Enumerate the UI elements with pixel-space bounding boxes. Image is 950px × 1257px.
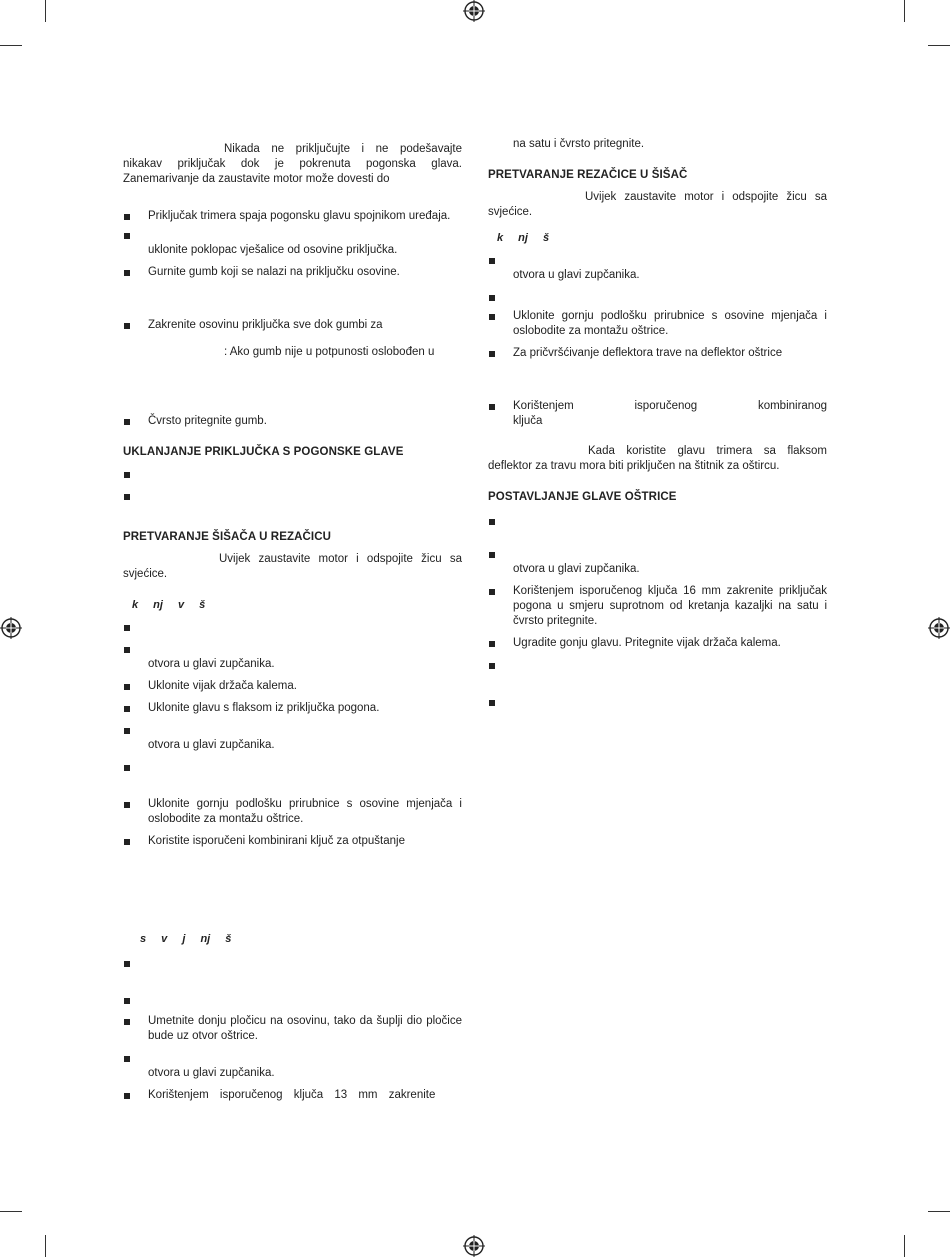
list-item-text: Uklonite gornju podlošku prirubnice s osovine mjenjača i oslobodite za montažu oštrice. [148,798,462,825]
list-item-text: otvora u glavi zupčanika. [513,563,640,575]
list-item [123,797,462,827]
list-item-text: Korištenjem isporučenog ključa 16 mm zakrenite priključak pogona u smjeru suprotnom od kretanja kazaljki na satu i čvrsto pritegnite. [513,585,827,627]
continued-paragraph: na satu i čvrsto pritegnite. [513,138,645,150]
registration-mark-icon [0,617,22,639]
list-item [488,636,827,651]
list-item-text: Uklonite glavu s flaksom iz priključka pogona. [148,702,380,714]
crop-mark [0,1211,22,1212]
list-item [123,467,462,482]
crop-mark [928,1211,950,1212]
list-item [123,1014,462,1044]
list-item [123,228,462,258]
warning-paragraph: Nikada ne priključujte i ne podešavajte nikakav priključak dok je pokrenuta pogonska glava. Zanemarivanje da zaustavite motor može dovesti do [123,143,462,185]
crop-mark [0,45,22,46]
list-item [488,695,827,710]
list-item [123,993,462,1008]
list-item [488,514,827,529]
bullet-icon [124,472,130,478]
bullet-icon [124,802,130,808]
bullet-icon [489,700,495,706]
subheading: k nj š [497,232,550,244]
list-item [123,620,462,635]
bullet-icon [489,663,495,669]
list-item [123,1088,462,1103]
list-item [123,318,462,333]
bullet-icon [489,641,495,647]
list-item [123,209,462,224]
bullet-icon [124,684,130,690]
list-item-text: otvora u glavi zupčanika. [148,658,275,670]
list-item-text: Koristite isporučeni kombinirani ključ za otpuštanje [148,835,405,847]
subheading: k nj v š [132,599,206,611]
list-item-text: Gurnite gumb koji se nalazi na priključku osovine. [148,266,400,278]
registration-mark-icon [463,0,485,22]
list-item-text: Uklonite vijak držača kalema. [148,680,297,692]
bullet-icon [124,323,130,329]
note-paragraph: Kada koristite glavu trimera sa flaksom deflektor za travu mora biti priključen na štitnik za oštircu. [488,445,827,472]
right-column [488,137,827,710]
registration-mark-icon [463,1235,485,1257]
note-text: : Ako gumb nije u potpunosti oslobođen u [224,346,435,358]
list-item-text: otvora u glavi zupčanika. [513,269,640,281]
bullet-icon [489,589,495,595]
bullet-icon [124,1093,130,1099]
bullet-icon [124,961,130,967]
list-item-text: Korištenjem isporučenog kombiniranog ključa [513,400,827,427]
bullet-icon [124,233,130,239]
list-item-text: Korištenjem isporučenog ključa 13 mm zakrenite [148,1089,436,1101]
bullet-icon [124,728,130,734]
bullet-icon [489,404,495,410]
bullet-icon [489,295,495,301]
bullet-icon [489,314,495,320]
bullet-icon [489,552,495,558]
list-item-text: Zakrenite osovinu priključka sve dok gumbi za [148,319,383,331]
crop-mark [45,1235,46,1257]
list-item [488,253,827,283]
bullet-icon [124,1056,130,1062]
list-item [123,1051,462,1081]
registration-mark-icon [928,617,950,639]
list-item-text: Za pričvršćivanje deflektora trave na deflektor oštrice [513,347,783,359]
list-item-text: otvora u glavi zupčanika. [148,739,275,751]
list-item [123,701,462,716]
left-column [123,142,462,1103]
list-item-text: Priključak trimera spaja pogonsku glavu spojnikom uređaja. [148,210,451,222]
crop-mark [928,45,950,46]
crop-mark [45,0,46,22]
section-heading: POSTAVLJANJE GLAVE OŠTRICE [488,491,677,503]
list-item [123,265,462,280]
bullet-icon [124,494,130,500]
list-item-text: Uklonite gornju podlošku prirubnice s osovine mjenjača i oslobodite za montažu oštrice. [513,310,827,337]
bullet-icon [124,765,130,771]
bullet-icon [124,625,130,631]
list-item [123,414,462,429]
subheading: s v j nj š [140,933,232,945]
list-item-text: Ugradite gonju glavu. Pritegnite vijak držača kalema. [513,637,781,649]
bullet-icon [124,270,130,276]
section-heading: PRETVARANJE ŠIŠAČA U REZAČICU [123,531,332,543]
bullet-icon [124,998,130,1004]
section-heading: UKLANJANJE PRIKLJUČKA S POGONSKE GLAVE [123,446,404,458]
list-item [488,658,827,673]
bullet-icon [124,647,130,653]
crop-mark [904,0,905,22]
list-item [488,399,827,429]
list-item [123,760,462,775]
list-item-text: otvora u glavi zupčanika. [148,1067,275,1079]
list-item [488,547,827,577]
list-item [123,956,462,971]
list-item [488,346,827,361]
bullet-icon [489,519,495,525]
list-item [123,642,462,672]
list-item-text: Umetnite donju pločicu na osovinu, tako da šuplji dio pločice bude uz otvor oštrice. [148,1015,462,1042]
crop-mark [904,1235,905,1257]
section-heading: PRETVARANJE REZAČICE U ŠIŠAČ [488,169,688,181]
bullet-icon [124,419,130,425]
list-item [123,834,462,849]
bullet-icon [489,258,495,264]
list-item [123,679,462,694]
list-item [488,309,827,339]
bullet-icon [489,351,495,357]
list-item [123,723,462,753]
bullet-icon [124,214,130,220]
warning-paragraph: Uvijek zaustavite motor i odspojite žicu sa svjećice. [123,553,462,580]
bullet-icon [124,1019,130,1025]
bullet-icon [124,839,130,845]
list-item-text: uklonite poklopac vješalice od osovine priključka. [148,244,398,256]
warning-paragraph: Uvijek zaustavite motor i odspojite žicu sa svjećice. [488,191,827,218]
list-item [488,584,827,629]
list-item-text: Čvrsto pritegnite gumb. [148,415,267,427]
bullet-icon [124,706,130,712]
list-item [123,489,462,504]
list-item [488,290,827,305]
